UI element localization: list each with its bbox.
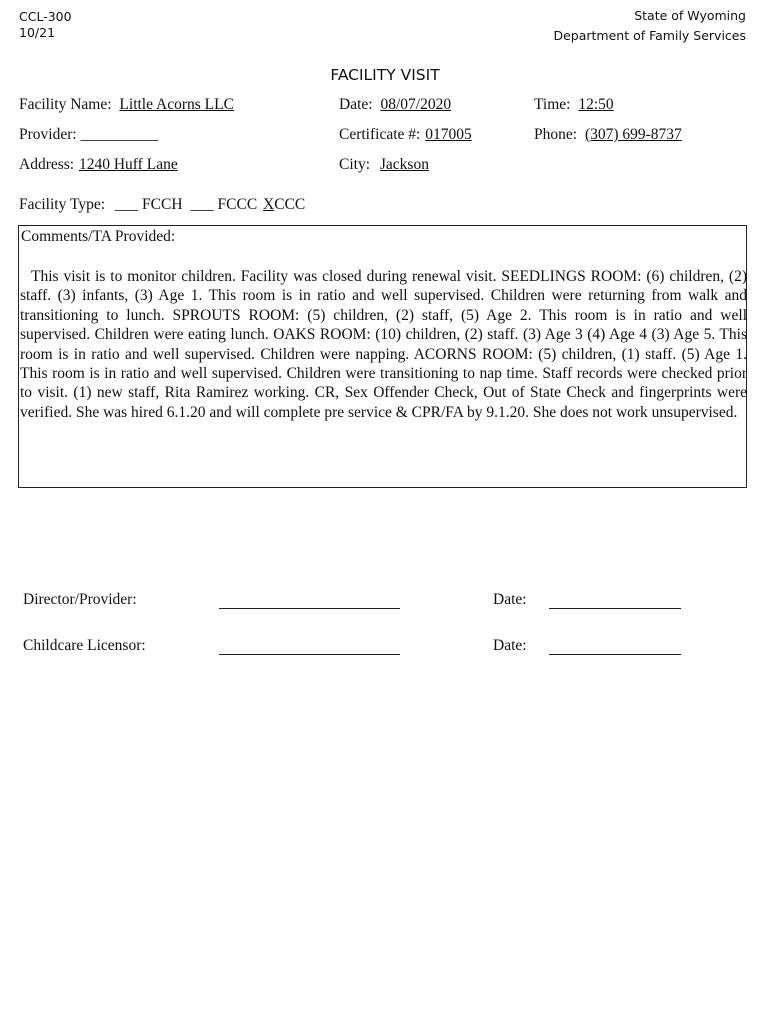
form-code — [19, 9, 72, 41]
certificate-row — [339, 126, 472, 144]
city-label: City: — [339, 156, 371, 173]
fcch-mark: ___ — [114, 196, 139, 213]
comments-box — [18, 225, 747, 488]
provider-label: Provider: — [19, 126, 77, 143]
city-value: Jackson — [379, 156, 429, 173]
address-label: Address: — [19, 156, 75, 173]
page-title: FACILITY VISIT — [330, 66, 440, 84]
date-row — [339, 96, 451, 114]
licensor-signature-line[interactable] — [219, 654, 400, 655]
facility-name-row — [19, 96, 234, 114]
ccc-option: CCC — [274, 196, 306, 213]
director-date-label: Date: — [493, 591, 527, 608]
certificate-value: 017005 — [425, 126, 472, 143]
form-revision-date: 10/21 — [19, 25, 56, 40]
date-label: Date: — [339, 96, 373, 113]
address-row — [19, 156, 178, 174]
time-value: 12:50 — [578, 96, 614, 113]
director-signature-line[interactable] — [219, 608, 400, 609]
phone-label: Phone: — [534, 126, 578, 143]
facility-type-label: Facility Type: — [19, 196, 106, 213]
date-value: 08/07/2020 — [380, 96, 452, 113]
provider-row — [19, 126, 158, 144]
licensor-date-line[interactable] — [549, 654, 681, 655]
certificate-label: Certificate #: — [339, 126, 421, 143]
state-name: State of Wyoming — [634, 8, 746, 23]
agency-header — [553, 6, 746, 46]
fccc-mark: ___ — [190, 196, 214, 213]
department-name: Department of Family Services — [553, 28, 746, 43]
form-number: CCL-300 — [19, 9, 72, 24]
comments-text: This visit is to monitor children. Facility was closed during renewal visit. SEEDLINGS ROOM: (6) children, (2) staff. (3) infants, (3) Age 1. This room is in ratio and well supervised. Children were returning from walk and transitioning to lunch. SPROUTS ROOM: (5) children, (2) staff, (5) Age 2. This room is in ratio and well supervised. Children were eating lunch. OAKS ROOM: (10) children, (2) staff. (3) Age 3 (4) Age 4 (3) Age 5. This room is in ratio and well supervised. Children were napping. ACORNS ROOM: (5) children, (1) staff. (5) Age 1. This room is in ratio and well supervised. Children were transitioning to nap time. Staff records were checked prior to visit. (1) new staff, Rita Ramirez working. CR, Sex Offender Check, Out of State Check and fingerprints were verified. She was hired 6.1.20 and will complete pre service & CPR/FA by 9.1.20. She does not work unsupervised. — [20, 268, 747, 421]
city-row — [339, 156, 429, 174]
facility-name-label: Facility Name: — [19, 96, 112, 113]
phone-row — [534, 126, 682, 144]
licensor-signature-label: Childcare Licensor: — [23, 637, 146, 654]
ccc-mark: X — [263, 196, 275, 213]
time-row — [534, 96, 614, 114]
licensor-date-label: Date: — [493, 637, 527, 654]
fccc-option: FCCC — [217, 196, 258, 213]
time-label: Time: — [534, 96, 571, 113]
facility-name-value: Little Acorns LLC — [119, 96, 234, 113]
director-signature-label: Director/Provider: — [23, 591, 137, 608]
fcch-option: FCCH — [142, 196, 183, 213]
facility-type-row — [19, 196, 305, 214]
phone-value: (307) 699-8737 — [584, 126, 682, 143]
provider-blank: __________ — [80, 126, 159, 143]
address-value: 1240 Huff Lane — [78, 156, 178, 173]
director-date-line[interactable] — [549, 608, 681, 609]
comments-label: Comments/TA Provided: — [21, 228, 176, 245]
